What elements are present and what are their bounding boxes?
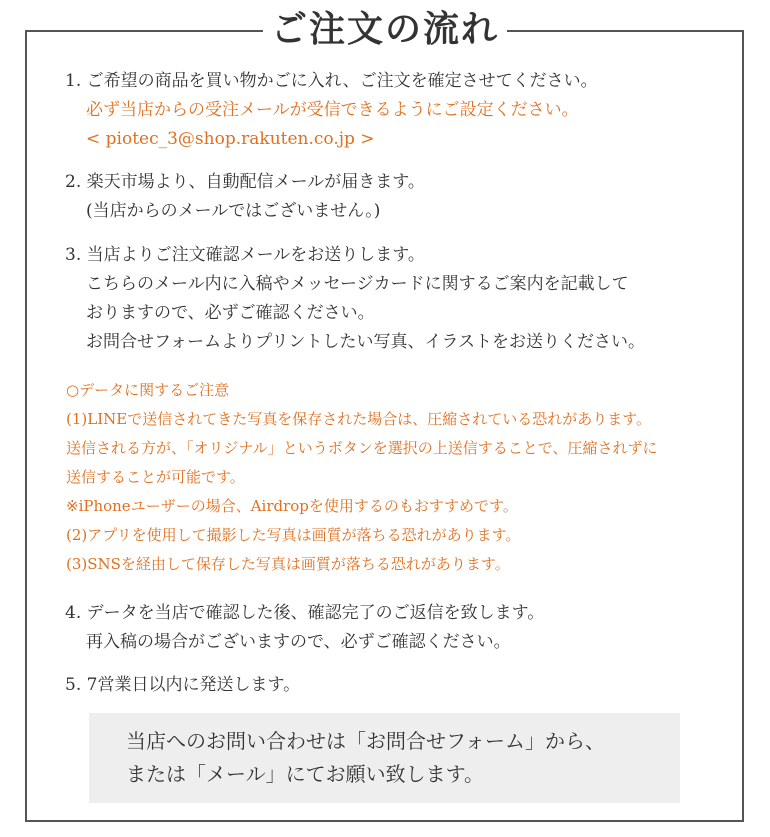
data-note-3: (3)SNSを経由して保存した写真は画質が落ちる恐れがあります。 bbox=[66, 555, 510, 573]
data-notes bbox=[66, 376, 657, 579]
contact-line-1: 当店へのお問い合わせは「お問合せフォーム」から、 bbox=[126, 729, 605, 753]
data-note-iphone: ※iPhoneユーザーの場合、Airdropを使用するのもおすすめです。 bbox=[66, 497, 518, 515]
step-3 bbox=[65, 241, 645, 357]
step-4 bbox=[65, 599, 544, 657]
step-3-text: 3. 当店よりご注文確認メールをお送りします。 bbox=[65, 245, 425, 265]
title-wrap bbox=[0, 6, 770, 52]
step-4-note: 再入稿の場合がございますので、必ずご確認ください。 bbox=[86, 632, 511, 652]
data-note-1-cont: 送信される方が、「オリジナル」というボタンを選択の上送信することで、圧縮されずに bbox=[66, 439, 658, 457]
step-2-text: 2. 楽天市場より、自動配信メールが届きます。 bbox=[65, 172, 425, 192]
page-title: ご注文の流れ bbox=[263, 6, 507, 52]
step-1-text: 1. ご希望の商品を買い物かごに入れ、ご注文を確定させてください。 bbox=[65, 71, 598, 91]
data-note-1-cont-2: 送信することが可能です。 bbox=[66, 468, 245, 486]
data-note-1: (1)LINEで送信されてきた写真を保存された場合は、圧縮されている恐れがあります。 bbox=[66, 410, 652, 428]
contact-box bbox=[89, 713, 680, 803]
step-5-text: 5. 7営業日以内に発送します。 bbox=[65, 675, 301, 695]
data-note-2: (2)アプリを使用して撮影した写真は画質が落ちる恐れがあります。 bbox=[66, 526, 521, 544]
step-4-text: 4. データを当店で確認した後、確認完了のご返信を致します。 bbox=[65, 603, 545, 623]
step-3-line-2: こちらのメール内に入稿やメッセージカードに関するご案内を記載して bbox=[86, 274, 629, 294]
step-1-note: 必ず当店からの受注メールが受信できるようにご設定ください。 bbox=[86, 100, 579, 120]
contact-line-2: または「メール」にてお願い致します。 bbox=[126, 762, 484, 786]
step-3-line-3: おりますので、必ずご確認ください。 bbox=[86, 303, 375, 323]
shop-email: < piotec_3@shop.rakuten.co.jp > bbox=[86, 129, 375, 149]
step-3-line-4: お問合せフォームよりプリントしたい写真、イラストをお送りください。 bbox=[86, 332, 645, 352]
step-1 bbox=[65, 67, 598, 154]
step-2-note: (当店からのメールではございません。) bbox=[86, 201, 381, 221]
step-5 bbox=[65, 671, 300, 700]
step-2 bbox=[65, 168, 425, 226]
data-notes-heading: ○データに関するご注意 bbox=[66, 381, 230, 399]
